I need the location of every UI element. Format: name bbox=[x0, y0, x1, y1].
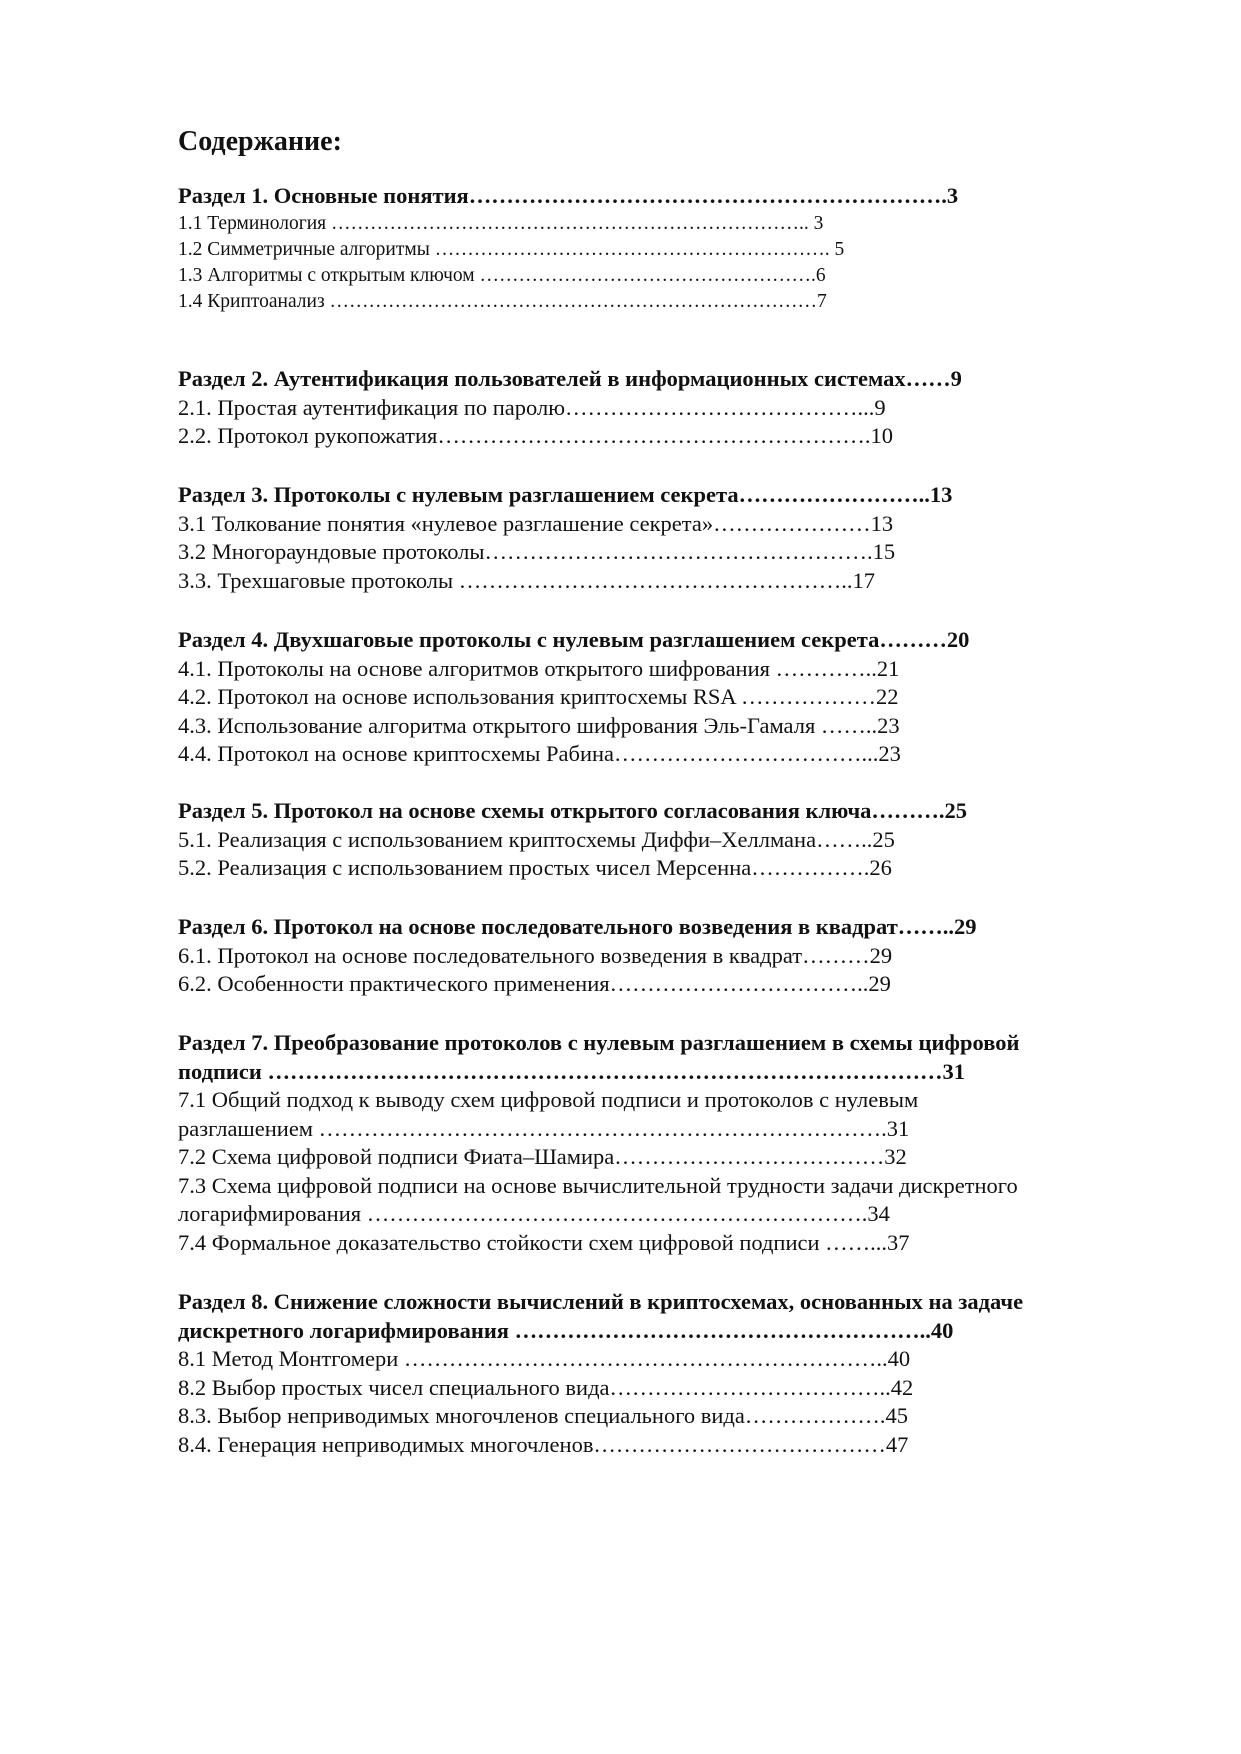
toc-section-6 bbox=[178, 913, 1138, 999]
toc-entry: 1.2 Симметричные алгоритмы ……………………………………………………. 5 bbox=[178, 238, 845, 260]
section-heading-line: Раздел 7. Преобразование протоколов с нулевым разглашением в схемы цифровой bbox=[178, 1030, 1020, 1055]
toc-entry: 3.1 Толкование понятия «нулевое разглашение секрета»…………………13 bbox=[178, 510, 894, 536]
section-heading: Раздел 2. Аутентификация пользователей в информационных системах……9 bbox=[178, 366, 962, 391]
toc-entry: 8.3. Выбор неприводимых многочленов специального вида……………….45 bbox=[178, 1403, 908, 1428]
toc-section-8 bbox=[178, 1288, 1138, 1459]
toc-entry: 3.3. Трехшаговые протоколы ……………………………………………..17 bbox=[178, 567, 876, 593]
toc-entry: 8.4. Генерация неприводимых многочленов…………………………………47 bbox=[178, 1431, 909, 1457]
toc-entry: 4.1. Протоколы на основе алгоритмов открытого шифрования …………..21 bbox=[178, 655, 900, 681]
toc-title: Содержание: bbox=[178, 126, 342, 157]
section-heading: Раздел 1. Основные понятия……………………………………………………….3 bbox=[178, 183, 959, 208]
toc-entry-continuation: разглашением ………………………………………………………………….31 bbox=[178, 1115, 910, 1141]
toc-entry: 1.4 Криптоанализ …………………………………………………………………7 bbox=[178, 290, 827, 312]
section-heading: Раздел 4. Двухшаговые протоколы с нулевым разглашением секрета………20 bbox=[178, 627, 970, 652]
toc-entry: 7.2 Схема цифровой подписи Фиата–Шамира………………………………32 bbox=[178, 1144, 907, 1169]
toc-section-7 bbox=[178, 1029, 1138, 1257]
section-heading-line: Раздел 8. Снижение сложности вычислений в криптосхемах, основанных на задаче bbox=[178, 1289, 1024, 1314]
toc-entry: 4.4. Протокол на основе криптосхемы Рабина……………………………...23 bbox=[178, 741, 901, 766]
section-heading: Раздел 5. Протокол на основе схемы открытого согласования ключа……….25 bbox=[178, 798, 968, 823]
toc-entry-continuation: логарифмирования ………………………………………………………….34 bbox=[178, 1201, 890, 1226]
toc-entry: 8.2 Выбор простых чисел специального вида………………………………..42 bbox=[178, 1374, 914, 1400]
toc-section-2 bbox=[178, 365, 1138, 451]
toc-entry: 8.1 Метод Монтгомери ………………………………………………………..40 bbox=[178, 1346, 911, 1371]
toc-entry: 1.3 Алгоритмы с открытым ключом …………………………………………….6 bbox=[178, 264, 826, 286]
toc-entry: 1.1 Терминология ……………………………………………………………….. 3 bbox=[178, 212, 824, 234]
toc-entry: 4.3. Использование алгоритма открытого шифрования Эль-Гамаля ……..23 bbox=[178, 712, 900, 738]
section-heading: Раздел 6. Протокол на основе последовательного возведения в квадрат……..29 bbox=[178, 914, 977, 939]
toc-section-5 bbox=[178, 797, 1138, 883]
toc-section-1 bbox=[178, 182, 1138, 315]
section-heading: Раздел 3. Протоколы с нулевым разглашением секрета……………………..13 bbox=[178, 482, 953, 507]
toc-entry: 5.1. Реализация с использованием криптосхемы Диффи–Хеллмана……..25 bbox=[178, 826, 895, 852]
toc-section-4 bbox=[178, 626, 1138, 769]
section-heading-line: дискретного логарифмирования ………………………………………………..40 bbox=[178, 1317, 954, 1343]
toc-entry: 7.1 Общий подход к выводу схем цифровой подписи и протоколов с нулевым bbox=[178, 1087, 919, 1112]
toc-entry: 2.2. Протокол рукопожатия………………………………………………….10 bbox=[178, 423, 893, 448]
toc-entry: 6.2. Особенности практического применения……………………………..29 bbox=[178, 971, 891, 996]
section-heading-line: подписи ………………………………………………………………………………31 bbox=[178, 1058, 965, 1084]
toc-section-3 bbox=[178, 481, 1138, 595]
toc-entry: 2.1. Простая аутентификация по паролю…………………………………...9 bbox=[178, 394, 886, 420]
toc-entry: 3.2 Многораундовые протоколы…………………………………………….15 bbox=[178, 539, 896, 564]
toc-entry: 7.3 Схема цифровой подписи на основе вычислительной трудности задачи дискретного bbox=[178, 1172, 1018, 1198]
toc-entry: 6.1. Протокол на основе последовательного возведения в квадрат………29 bbox=[178, 942, 893, 968]
toc-entry: 4.2. Протокол на основе использования криптосхемы RSA ………………22 bbox=[178, 684, 899, 709]
toc-entry: 7.4 Формальное доказательство стойкости схем цифровой подписи ……...37 bbox=[178, 1229, 910, 1255]
toc-entry: 5.2. Реализация с использованием простых чисел Мерсенна…………….26 bbox=[178, 855, 892, 880]
